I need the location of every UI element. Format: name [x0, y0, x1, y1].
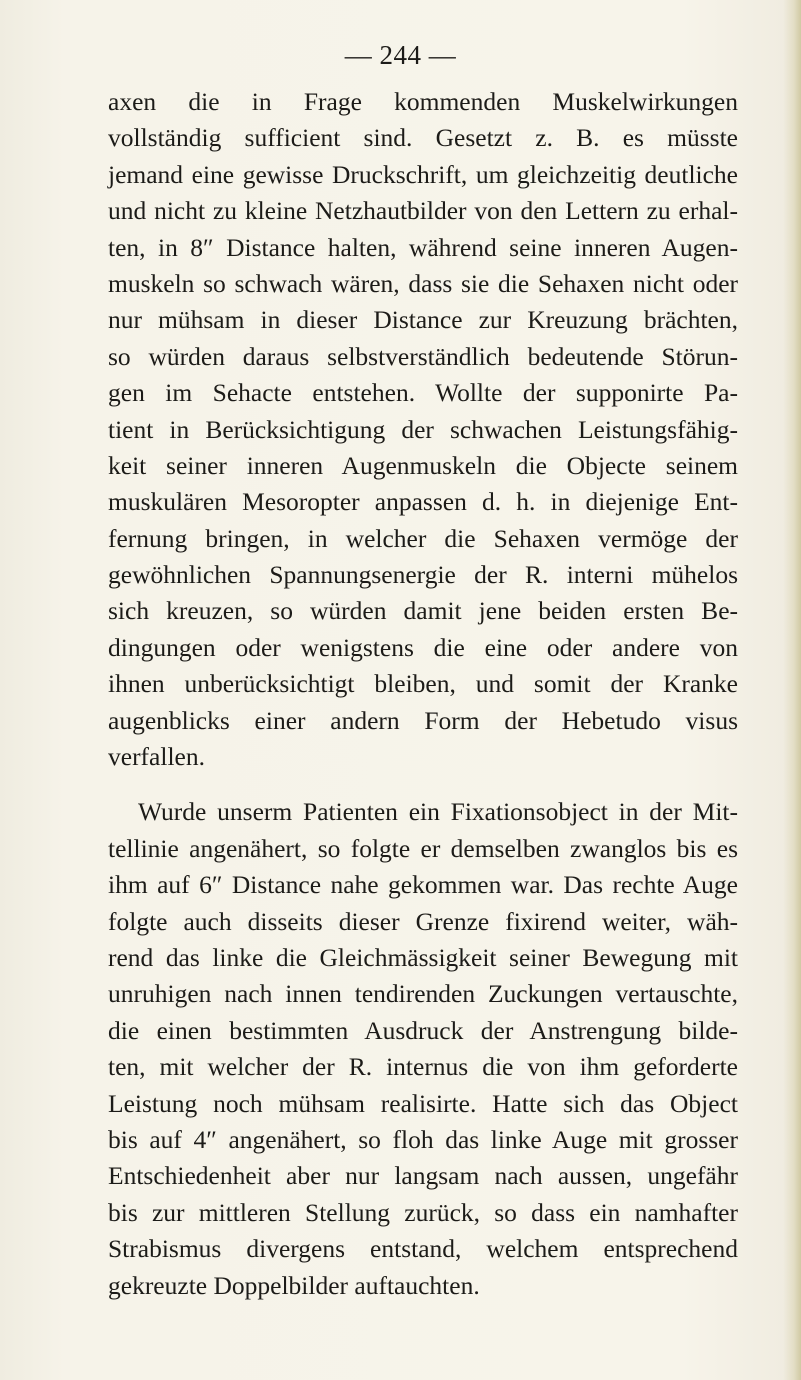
text-line: fernung bringen, in welcher die Sehaxen vermöge der [108, 523, 738, 553]
text-line: vollständig sufficient sind. Gesetzt z. B. es müsste [108, 123, 738, 153]
paragraph-gap [108, 775, 738, 794]
text-line: verfallen. [108, 742, 205, 772]
text-line: rend das linke die Gleichmässigkeit seiner Bewegung mit [108, 942, 738, 972]
page-number: — 244 — [344, 40, 457, 70]
text-line: gewöhnlichen Spannungsenergie der R. interni mühelos [108, 560, 738, 590]
text-line: tient in Berücksichtigung der schwachen Leistungsfähig- [108, 414, 738, 444]
text-line: unruhigen nach innen tendirenden Zuckungen vertauschte, [108, 979, 738, 1009]
text-line: ihm auf 6″ Distance nahe gekommen war. Das rechte Auge [108, 870, 738, 900]
text-line: dingungen oder wenigstens die eine oder andere von [108, 632, 738, 662]
text-line: tellinie angenähert, so folgte er demselben zwanglos bis es [108, 833, 738, 863]
text-line: jemand eine gewisse Druckschrift, um gleichzeitig deutliche [108, 159, 738, 189]
text-line: ihnen unberücksichtigt bleiben, und somit der Kranke [108, 669, 738, 699]
paragraph-2 [108, 794, 738, 1303]
text-line: gen im Sehacte entstehen. Wollte der supponirte Pa- [108, 378, 738, 408]
text-line: sich kreuzen, so würden damit jene beiden ersten Be- [108, 596, 738, 626]
text-line: Wurde unserm Patienten ein Fixationsobject in der Mit- [138, 797, 738, 827]
paragraph-1 [108, 84, 738, 775]
body-text [108, 84, 738, 1304]
text-line: so würden daraus selbstverständlich bedeutende Störun- [108, 341, 738, 371]
text-line: muskeln so schwach wären, dass sie die Sehaxen nicht oder [108, 268, 738, 298]
text-line: die einen bestimmten Ausdruck der Anstrengung bilde- [108, 1015, 738, 1045]
text-line: und nicht zu kleine Netzhautbilder von den Lettern zu erhal- [108, 196, 738, 226]
text-line: Leistung noch mühsam realisirte. Hatte sich das Object [108, 1088, 738, 1118]
text-line: muskulären Mesoropter anpassen d. h. in diejenige Ent- [108, 487, 738, 517]
page-edge-shadow [783, 0, 801, 1380]
text-line: ten, in 8″ Distance halten, während seine inneren Augen- [108, 232, 738, 262]
text-line: bis auf 4″ angenähert, so floh das linke Auge mit grosser [108, 1124, 738, 1154]
text-line: gekreuzte Doppelbilder auftauchten. [108, 1270, 480, 1300]
text-line: nur mühsam in dieser Distance zur Kreuzung brächten, [108, 305, 738, 335]
text-line: folgte auch disseits dieser Grenze fixirend weiter, wäh- [108, 906, 738, 936]
text-line: bis zur mittleren Stellung zurück, so dass ein namhafter [108, 1197, 738, 1227]
text-line: axen die in Frage kommenden Muskelwirkungen [108, 87, 738, 116]
text-line: keit seiner inneren Augenmuskeln die Objecte seinem [108, 450, 738, 480]
text-line: Strabismus divergens entstand, welchem entsprechend [108, 1234, 738, 1264]
text-line: ten, mit welcher der R. internus die von ihm geforderte [108, 1052, 738, 1082]
text-line: Entschiedenheit aber nur langsam nach aussen, ungefähr [108, 1161, 738, 1191]
text-line: augenblicks einer andern Form der Hebetudo visus [108, 705, 738, 735]
